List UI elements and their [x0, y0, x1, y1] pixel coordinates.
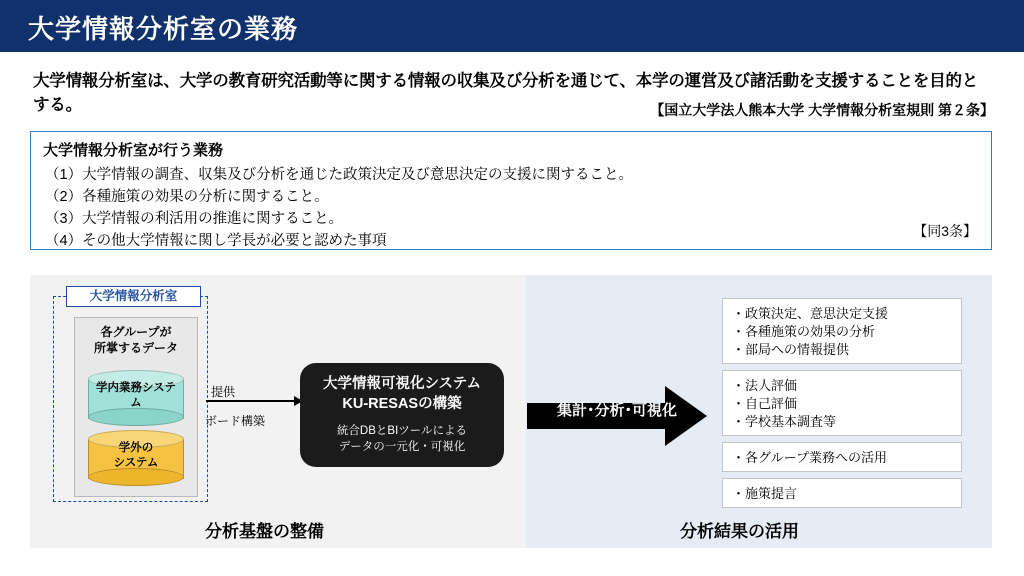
flow-arrow-icon — [206, 400, 302, 402]
result-box-group-usage — [722, 442, 962, 472]
visualization-system-box — [300, 363, 504, 467]
aggregation-arrow-label: 集計･分析･可視化 — [556, 402, 677, 419]
list-item: （2）各種施策の効果の分析に関すること。 — [45, 189, 329, 206]
list-item: ・学校基本調査等 — [732, 413, 837, 429]
external-system-label: 学外の システム — [113, 442, 159, 469]
title-accent-bar — [0, 0, 9, 52]
external-system-database-icon — [88, 430, 184, 486]
duties-box — [30, 131, 992, 250]
purpose-statement: 大学情報分析室は、大学の教育研究活動等に関する情報の収集及び分析を通じて、本学の運営及び諸活動を支援することを目的とする。 — [33, 72, 979, 114]
list-item: （1）大学情報の調査、収集及び分析を通じた政策決定及び意思決定の支援に関すること。 — [45, 167, 634, 183]
left-panel-caption: 分析基盤の整備 — [205, 522, 324, 541]
list-item: ・政策決定、意思決定支援 — [732, 306, 889, 321]
analysis-office-label: 大学情報分析室 — [66, 286, 201, 307]
list-item: ・自己評価 — [732, 395, 798, 411]
right-panel-caption: 分析結果の活用 — [680, 522, 799, 541]
list-item: ・各種施策の効果の分析 — [732, 323, 876, 339]
internal-system-database-icon — [88, 370, 184, 426]
purpose-reference: 【国立大学法人熊本大学 大学情報分析室規則 第２条】 — [650, 102, 994, 118]
group-data-label-line2: 所掌するデータ — [93, 341, 178, 356]
group-data-label-line1: 各グループが — [100, 325, 172, 339]
visualization-system-title: 大学情報可視化システム KU-RESASの構築 — [322, 376, 482, 412]
result-box-policy-proposal — [722, 478, 962, 508]
group-data-panel-label — [74, 324, 198, 356]
result-box-policy — [722, 298, 962, 364]
list-item: （4）その他大学情報に関し学長が必要と認めた事項 — [45, 233, 387, 250]
duties-title: 大学情報分析室が行う業務 — [43, 142, 224, 159]
visualization-system-subtitle: 統合DBとBIツールによる データの一元化・可視化 — [336, 425, 468, 454]
result-box-evaluation — [722, 370, 962, 436]
arrow-label-board-build: ボード構築 — [205, 414, 266, 428]
duties-reference: 【同3条】 — [913, 223, 977, 239]
internal-system-label: 学内業務システ ム — [96, 382, 176, 409]
list-item: ・部局への情報提供 — [732, 341, 850, 357]
list-item: ・施策提言 — [732, 486, 798, 501]
list-item: ・法人評価 — [732, 378, 798, 393]
duties-list — [45, 164, 633, 252]
list-item: （3）大学情報の利活用の推進に関すること。 — [45, 211, 344, 228]
arrow-label-provide: 提供 — [211, 385, 236, 399]
page-title: 大学情報分析室の業務 — [28, 14, 299, 44]
list-item: ・各グループ業務への活用 — [732, 450, 887, 465]
